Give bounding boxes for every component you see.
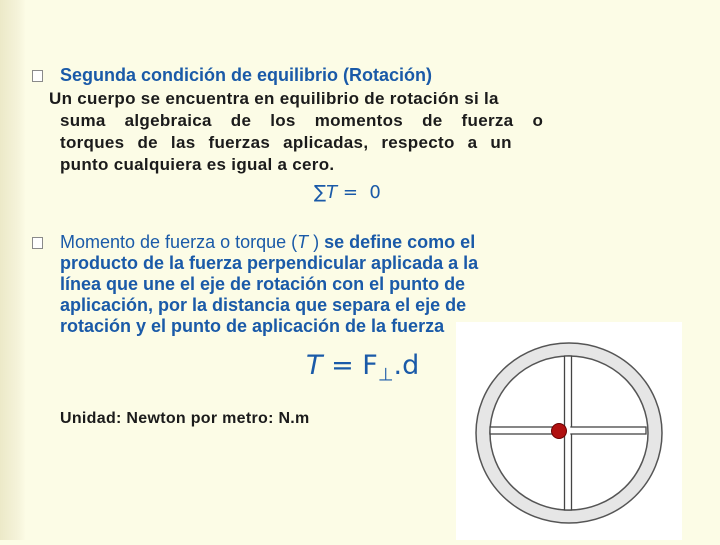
torque-symbol: T — [326, 182, 338, 203]
checkbox-bullet-icon — [32, 70, 43, 82]
checkbox-bullet-icon — [32, 237, 43, 249]
definition-line: rotación y el punto de aplicación de la fuerza — [60, 316, 445, 336]
formula-equals-force: = F — [322, 350, 378, 381]
definition-rest: se define como el — [319, 232, 476, 252]
steering-wheel-image — [456, 322, 682, 540]
formula-distance: .d — [393, 350, 420, 381]
sum-of-torques-formula — [314, 182, 381, 203]
paragraph-line: punto cualquiera es igual a cero. — [60, 155, 335, 174]
definition-line: producto de la fuerza perpendicular aplicada a la — [60, 253, 479, 273]
torque-symbol: T — [297, 232, 309, 252]
paragraph-line: Un cuerpo se encuentra en equilibrio de rotación si la — [49, 89, 499, 108]
formula-rest: = 0 — [337, 182, 381, 203]
perpendicular-subscript: ⊥ — [377, 364, 394, 386]
definition-close: ) — [308, 232, 320, 252]
wheel-drawing — [456, 322, 682, 540]
torque-symbol: T — [306, 350, 323, 381]
sigma-symbol: ∑ — [314, 182, 327, 203]
definition-line: línea que une el eje de rotación con el punto de — [60, 274, 466, 294]
axle-point — [552, 424, 567, 439]
torque-formula — [306, 350, 419, 385]
paragraph-line: suma algebraica de los momentos de fuerza o — [60, 111, 544, 130]
definition-line: aplicación, por la distancia que separa el eje de — [60, 295, 467, 315]
definition-line — [60, 232, 700, 253]
section-heading: Segunda condición de equilibrio (Rotación) — [60, 65, 433, 85]
definition-lead: Momento de fuerza o torque ( — [60, 232, 298, 252]
slide-left-border — [0, 0, 26, 540]
unit-label: Unidad: Newton por metro: N.m — [60, 410, 310, 427]
paragraph-line: torques de las fuerzas aplicadas, respecto a un — [60, 133, 512, 152]
